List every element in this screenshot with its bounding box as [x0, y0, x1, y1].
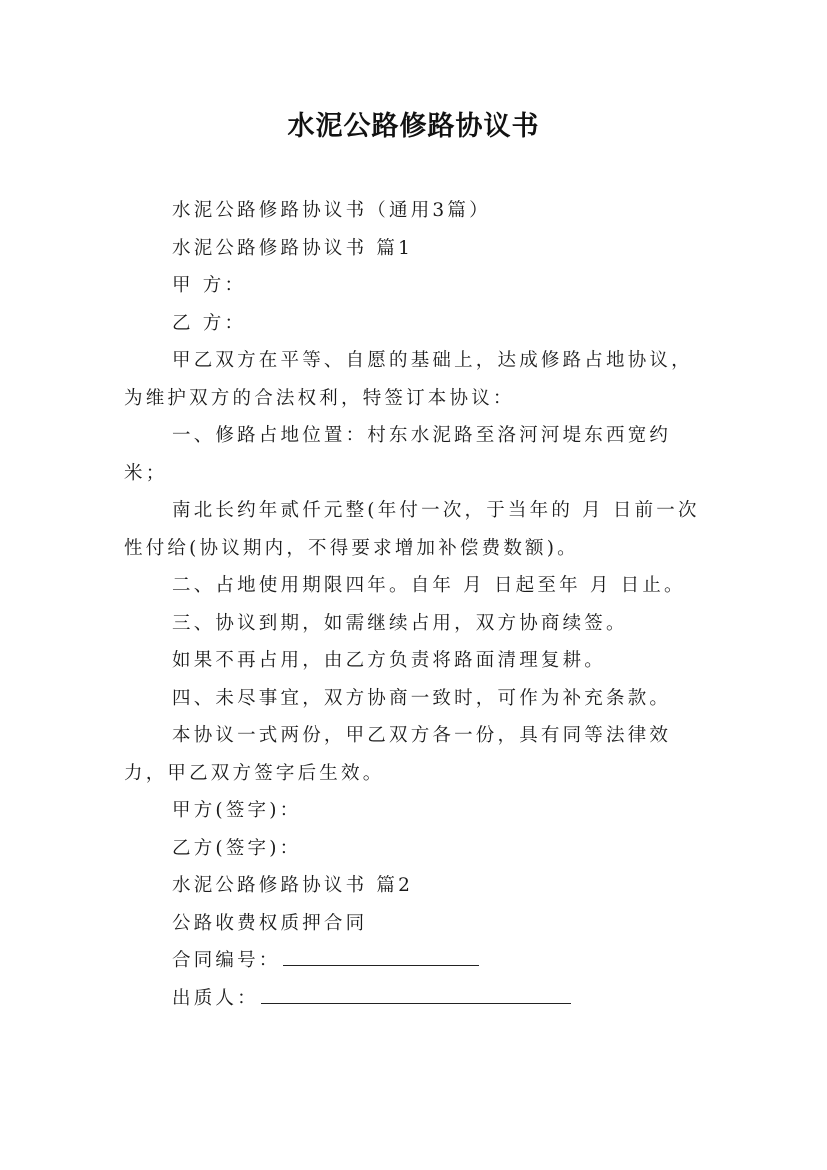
- paragraph-subtitle: 水泥公路修路协议书（通用3篇）: [172, 200, 491, 221]
- field-contract-number-label: 合同编号：: [172, 950, 281, 971]
- paragraph-clause-3-detail: 如果不再占用，由乙方负责将路面清理复耕。: [172, 650, 607, 671]
- paragraph-party-b-signature: 乙方(签字)：: [172, 837, 302, 859]
- pledgor-blank: [261, 981, 571, 1004]
- paragraph-clause-1: 一、修路占地位置：村东水泥路至洛河河堤东西宽约 米；: [124, 425, 672, 484]
- paragraph-preamble: 甲乙双方在平等、自愿的基础上，达成修路占地协议，为维护双方的合法权利，特签订本协议：: [124, 350, 693, 409]
- paragraph-section-2-heading: 水泥公路修路协议书 篇2: [172, 875, 414, 896]
- paragraph-clause-3: 三、协议到期，如需继续占用，双方协商续签。: [172, 612, 628, 634]
- field-pledgor: [124, 980, 714, 1018]
- field-pledgor-label: 出质人：: [172, 987, 259, 1009]
- field-contract-number: [124, 942, 714, 980]
- paragraph-contract-name: 公路收费权质押合同: [172, 912, 368, 934]
- contract-number-blank: [283, 943, 479, 966]
- paragraph-section-1-heading: 水泥公路修路协议书 篇1: [172, 237, 414, 259]
- paragraph-party-b: 乙 方：: [172, 312, 247, 334]
- paragraph-clause-2: 二、占地使用期限四年。自年 月 日起至年 月 日止。: [172, 575, 686, 596]
- paragraph-clause-1-detail: 南北长约年贰仟元整(年付一次，于当年的 月 日前一次性付给(协议期内，不得要求增加补偿费数额)。: [124, 500, 700, 559]
- paragraph-party-a: 甲 方：: [172, 275, 247, 296]
- paragraph-party-a-signature: 甲方(签字)：: [172, 800, 302, 821]
- document-body: [124, 192, 714, 1017]
- paragraph-copies: 本协议一式两份，甲乙双方各一份，具有同等法律效力，甲乙双方签字后生效。: [124, 725, 672, 784]
- document-title: 水泥公路修路协议书: [287, 111, 540, 142]
- paragraph-clause-4: 四、未尽事宜，双方协商一致时，可作为补充条款。: [172, 687, 672, 709]
